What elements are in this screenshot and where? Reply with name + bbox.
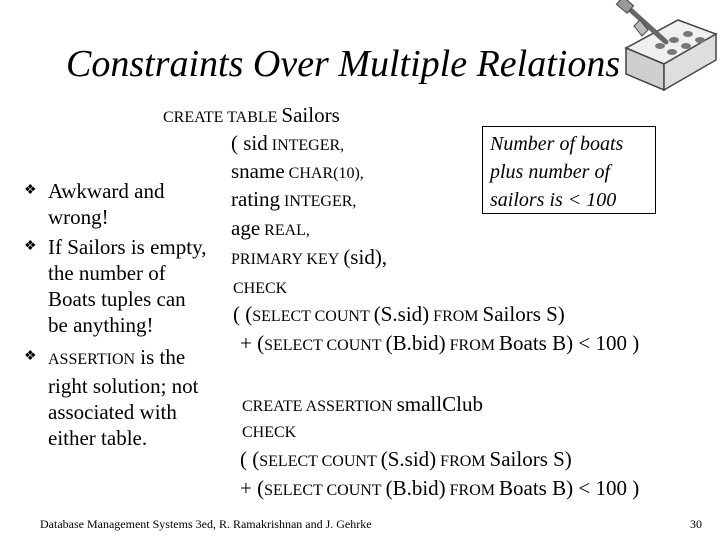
note-box: [482, 126, 656, 214]
column-age: age REAL,: [231, 216, 310, 240]
bullet-assertion: ASSERTION is the right solution; not associated with either table.: [48, 345, 199, 450]
note-line: plus number of: [490, 161, 610, 183]
column-sid: ( sid INTEGER,: [231, 131, 345, 155]
create-table-header: CREATE TABLE Sailors: [163, 103, 340, 127]
bullet-awkward: Awkward and wrong!: [48, 179, 165, 229]
footer-citation: Database Management Systems 3ed, R. Ramakrishnan and J. Gehrke: [40, 517, 372, 531]
bullet-icon: ❖: [24, 183, 37, 198]
toolbox-logo-icon: [612, 0, 720, 92]
note-line: Number of boats: [490, 133, 624, 155]
slide-title: Constraints Over Multiple Relations: [66, 43, 621, 85]
assertion-boats-count: + (SELECT COUNT (B.bid) FROM Boats B) < 100 ): [240, 476, 640, 500]
table-check-boats-count: + (SELECT COUNT (B.bid) FROM Boats B) < 100 ): [240, 331, 640, 355]
page-number: 30: [690, 517, 702, 531]
primary-key-line: PRIMARY KEY (sid),: [231, 245, 388, 269]
table-check-keyword: CHECK: [233, 280, 288, 297]
assertion-sailors-count: ( (SELECT COUNT (S.sid) FROM Sailors S): [240, 447, 572, 471]
assertion-check-keyword: CHECK: [242, 424, 297, 441]
bullet-empty-sailors: If Sailors is empty, the number of Boats tuples can be anything!: [48, 235, 207, 337]
column-rating: rating INTEGER,: [231, 187, 357, 211]
bullet-icon: ❖: [24, 349, 37, 364]
note-line: sailors is < 100: [490, 189, 617, 211]
bullet-icon: ❖: [24, 239, 37, 254]
table-check-sailors-count: ( (SELECT COUNT (S.sid) FROM Sailors S): [233, 302, 565, 326]
create-assertion-header: CREATE ASSERTION smallClub: [242, 392, 483, 416]
column-sname: sname CHAR(10),: [231, 159, 364, 183]
